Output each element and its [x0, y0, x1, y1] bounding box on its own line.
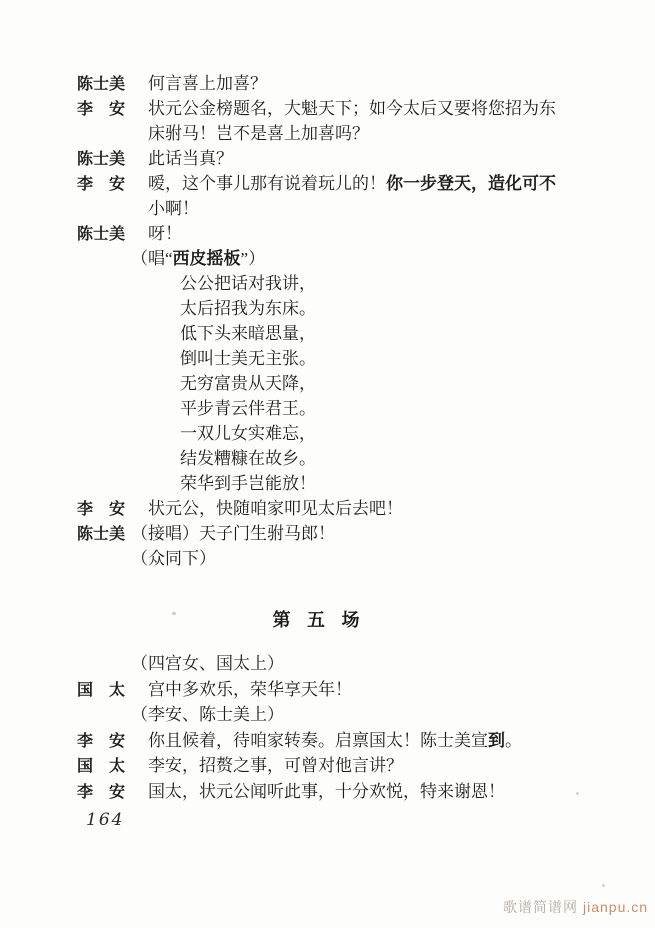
speaker-name: 国 太: [77, 758, 126, 776]
speaker-name: 陈士美: [77, 151, 126, 168]
speaker-name: 陈士美: [77, 226, 126, 243]
verse-line: [77, 446, 556, 471]
verse-line: [77, 321, 556, 346]
dialogue-line: [77, 728, 522, 754]
stage-direction-line: [77, 651, 522, 677]
watermark-site-name: 歌谱简谱网: [503, 899, 578, 915]
dialogue-line: [77, 753, 522, 779]
line-text: 平步青云伴君王。: [180, 399, 316, 418]
speaker-name: 李 安: [77, 501, 126, 518]
stage-direction-line: [77, 246, 556, 271]
watermark-site-url: jianpu.cn: [583, 899, 649, 915]
dialogue-line: [77, 96, 556, 121]
verse-line: [77, 396, 556, 421]
speaker-name: 国 太: [77, 681, 126, 699]
verse-line: [77, 421, 556, 446]
line-text: 国太，状元公闻听此事，十分欢悦，特来谢恩！: [148, 781, 505, 801]
line-text: 太后招我为东床。: [180, 299, 316, 318]
continuation-line: [77, 196, 556, 221]
line-text: 你且候着，待咱家转奏。启禀国太！陈士美宣到。: [148, 730, 522, 750]
dialogue-line: [77, 171, 556, 196]
verse-line: [77, 271, 556, 296]
line-text: 此话当真？: [148, 149, 233, 168]
scene-heading: 第 五 场: [272, 610, 361, 630]
stage-direction-line: [77, 546, 556, 571]
dialogue-line: [77, 221, 556, 246]
dialogue-line: [77, 146, 556, 171]
line-text: 无穷富贵从天降，: [180, 374, 316, 393]
line-text: 状元公金榜题名，大魁天下；如今太后又要将您招为东: [148, 99, 556, 118]
line-text: 一双儿女实难忘，: [180, 424, 316, 443]
script-block-scene4-end: [77, 71, 556, 571]
dialogue-line: [77, 677, 522, 703]
verse-line: [77, 296, 556, 321]
watermark: [503, 897, 648, 917]
script-block-scene5: [77, 651, 522, 805]
verse-line: [77, 471, 556, 496]
line-text: 呀！: [148, 224, 182, 243]
verse-line: [77, 346, 556, 371]
line-text: 低下头来暗思量，: [180, 324, 316, 343]
speaker-name: 陈士美: [77, 526, 126, 543]
speaker-name: 李 安: [77, 783, 126, 801]
page-number: 164: [86, 810, 125, 830]
dialogue-line: [77, 779, 522, 805]
line-text: （唱“西皮摇板”）: [131, 249, 266, 268]
speaker-name: 陈士美: [77, 76, 126, 93]
speaker-name: 李 安: [77, 101, 126, 118]
scan-artifact-dot: [576, 792, 579, 795]
line-text: 何言喜上加喜？: [148, 74, 267, 93]
line-text: 嗳，这个事儿那有说着玩儿的！你一步登天，造化可不: [148, 174, 556, 193]
line-text: 结发糟糠在故乡。: [180, 449, 316, 468]
line-text: 李安，招赘之事，可曾对他言讲？: [148, 756, 403, 776]
stage-direction-line: [77, 702, 522, 728]
line-text: 倒叫士美无主张。: [180, 349, 316, 368]
dialogue-line: [77, 71, 556, 96]
dialogue-line: [77, 521, 556, 546]
speaker-name: 李 安: [77, 176, 126, 193]
line-text: 宫中多欢乐，荣华享天年！: [148, 679, 352, 699]
line-text: 床驸马！岂不是喜上加喜吗？: [148, 124, 369, 143]
dialogue-line: [77, 496, 556, 521]
verse-line: [77, 371, 556, 396]
line-text: （众同下）: [131, 549, 216, 568]
scan-artifact-dot: [602, 884, 605, 887]
line-text: （李安、陈士美上）: [131, 705, 284, 725]
speaker-name: 李 安: [77, 732, 126, 750]
line-text: 状元公，快随咱家叩见太后去吧！: [148, 499, 403, 518]
line-text: 荣华到手岂能放！: [180, 474, 316, 493]
line-text: （接唱）天子门生驸马郎！: [131, 524, 335, 543]
scan-artifact-dot: [172, 612, 176, 615]
line-text: 小啊！: [148, 199, 199, 218]
line-text: （四宫女、国太上）: [131, 654, 284, 673]
continuation-line: [77, 121, 556, 146]
line-text: 公公把话对我讲，: [180, 274, 316, 293]
